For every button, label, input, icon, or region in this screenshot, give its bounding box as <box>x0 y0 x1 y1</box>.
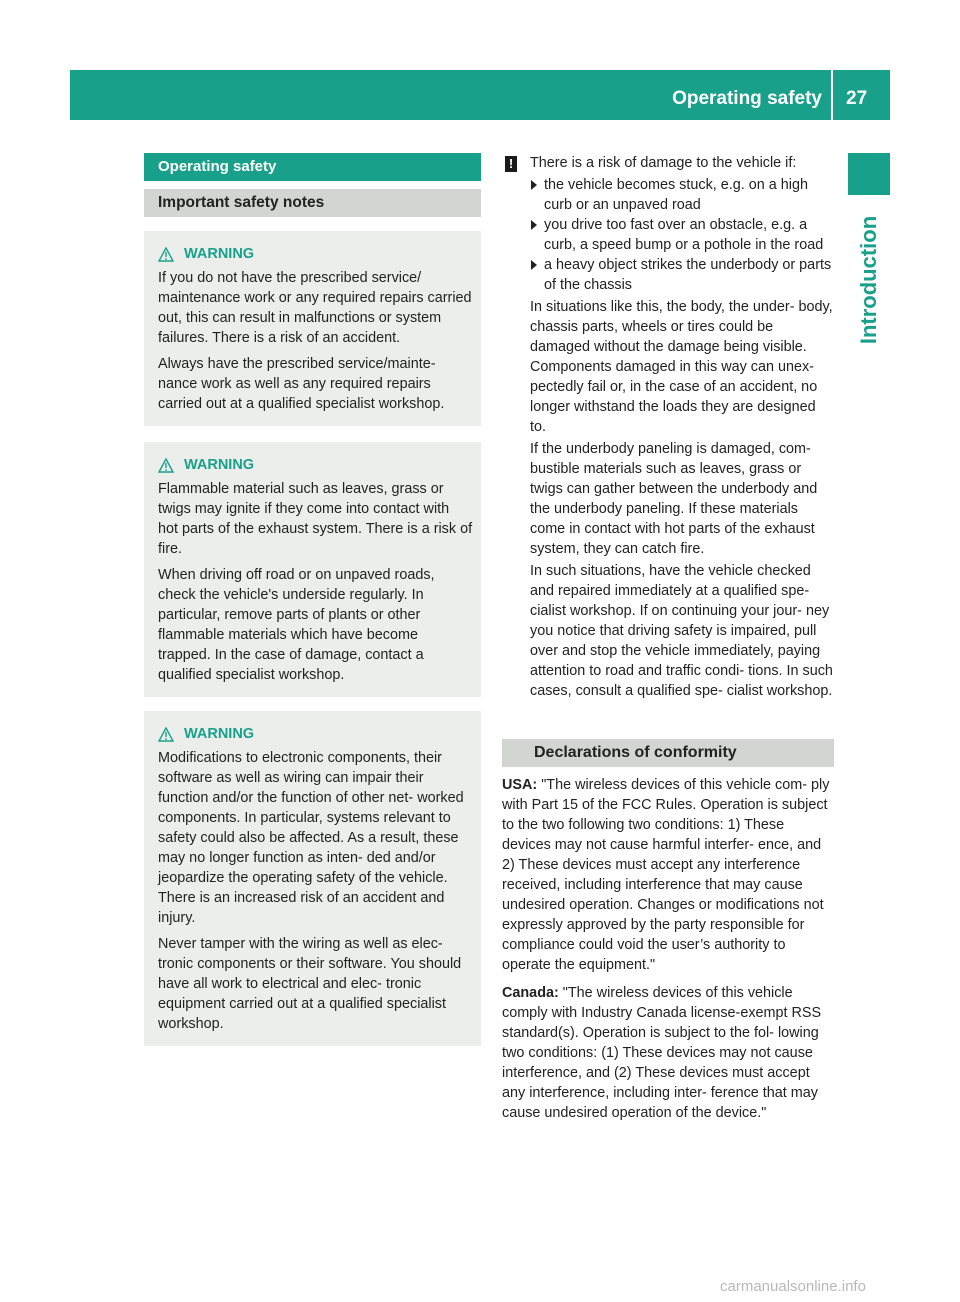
warning-paragraph: Always have the prescribed service/mainte- nance work as well as any required repairs carried out at a qualified specialist workshop. <box>158 356 445 412</box>
header-divider <box>831 70 833 120</box>
usa-label: USA: <box>502 777 538 793</box>
notice-intro: There is a risk of damage to the vehicle if: <box>530 155 797 171</box>
warning-paragraph: Modifications to electronic components, their software as well as wiring can impair their function and/or the function of other net- worked components. In particular, systems relevant to safety could also be affected. As a result, these may no longer function as inten- ded and/or jeopardize the operating safety of the vehicle. There is an increased risk of an accident and injury. <box>158 750 464 926</box>
section-title: Operating safety <box>144 153 481 181</box>
warning-box <box>144 711 481 1046</box>
warning-triangle-icon <box>158 727 174 742</box>
notice-paragraph: In situations like this, the body, the under- body, chassis parts, wheels or tires could be damaged without the damage being visible. Components damaged in this way can unex- pectedly fail or, in the case of an accident, no longer withstand the loads they are designed to. <box>530 299 833 435</box>
page-header-title: Operating safety <box>672 88 822 109</box>
declarations-title: Declarations of conformity <box>502 739 834 767</box>
warning-label: WARNING <box>184 726 255 742</box>
warning-heading <box>158 454 473 476</box>
canada-text: "The wireless devices of this vehicle comply with Industry Canada license-exempt RSS standard(s). Operation is subject to the fol- lowing two conditions: (1) These devices may not cause interference, and (2) These devices must accept any interference, including inter- ference that may cause undesired operation of the device." <box>502 985 822 1121</box>
warning-paragraph: If you do not have the prescribed service/ maintenance work or any required repairs carried out, this can result in malfunctions or system failures. There is a risk of an accident. <box>158 270 472 346</box>
usa-declaration <box>502 775 834 975</box>
left-column <box>144 153 481 1046</box>
notice-paragraph: In such situations, have the vehicle checked and repaired immediately at a qualified spe- cialist workshop. If on continuing your jour- ney you notice that driving safety is impaired, pull over and stop the vehicle immediately, paying attention to road and traffic condi- tions. In such cases, consult a qualified spe- cialist workshop. <box>530 563 833 699</box>
warning-paragraph: Never tamper with the wiring as well as elec- tronic components or their software. You should have all work to electrical and elec- tronic equipment carried out at a qualified specialist workshop. <box>158 936 462 1032</box>
watermark: carmanualsonline.info <box>720 1278 866 1295</box>
list-item: you drive too fast over an obstacle, e.g. a curb, a speed bump or a pothole in the road <box>530 215 834 255</box>
notice-bullet-list <box>530 175 834 295</box>
warning-heading <box>158 243 473 265</box>
damage-notice <box>502 153 834 701</box>
canada-label: Canada: <box>502 985 559 1001</box>
subsection-title: Important safety notes <box>144 189 481 217</box>
list-item: the vehicle becomes stuck, e.g. on a high curb or an unpaved road <box>530 175 834 215</box>
warning-label: WARNING <box>184 457 255 473</box>
warning-box <box>144 442 481 697</box>
warning-triangle-icon <box>158 458 174 473</box>
chapter-tab-marker <box>848 153 890 195</box>
right-column <box>502 153 834 1123</box>
page-number: 27 <box>846 88 868 109</box>
chapter-tab <box>848 200 890 360</box>
warning-triangle-icon <box>158 247 174 262</box>
warning-paragraph: When driving off road or on unpaved roads, check the vehicle's underside regularly. In particular, remove parts of plants or other flammable materials which have become trapped. In the case of damage, contact a qualified specialist workshop. <box>158 567 435 683</box>
exclamation-icon: ! <box>505 156 517 172</box>
usa-text: "The wireless devices of this vehicle com- ply with Part 15 of the FCC Rules. Operation is subject to the two following two conditions: 1) These devices may not cause harmful interfer- ence, and 2) These devices must accept any interference received, including interference that may cause undesired operation. Changes or modifications not expressly approved by the party responsible for compliance could void the user’s authority to operate the equipment." <box>502 777 830 973</box>
notice-paragraph: If the underbody paneling is damaged, com- bustible materials such as leaves, grass or twigs can gather between the underbody and the underbody paneling. If these materials come in contact with hot parts of the exhaust system, they can catch fire. <box>530 441 818 557</box>
canada-declaration <box>502 983 834 1123</box>
warning-paragraph: Flammable material such as leaves, grass or twigs may ignite if they come into contact with hot parts of the exhaust system. There is a risk of fire. <box>158 481 473 557</box>
list-item: a heavy object strikes the underbody or parts of the chassis <box>530 255 834 295</box>
warning-heading <box>158 723 473 745</box>
warning-box <box>144 231 481 426</box>
warning-label: WARNING <box>184 246 255 262</box>
chapter-tab-label: Introduction <box>856 215 881 345</box>
